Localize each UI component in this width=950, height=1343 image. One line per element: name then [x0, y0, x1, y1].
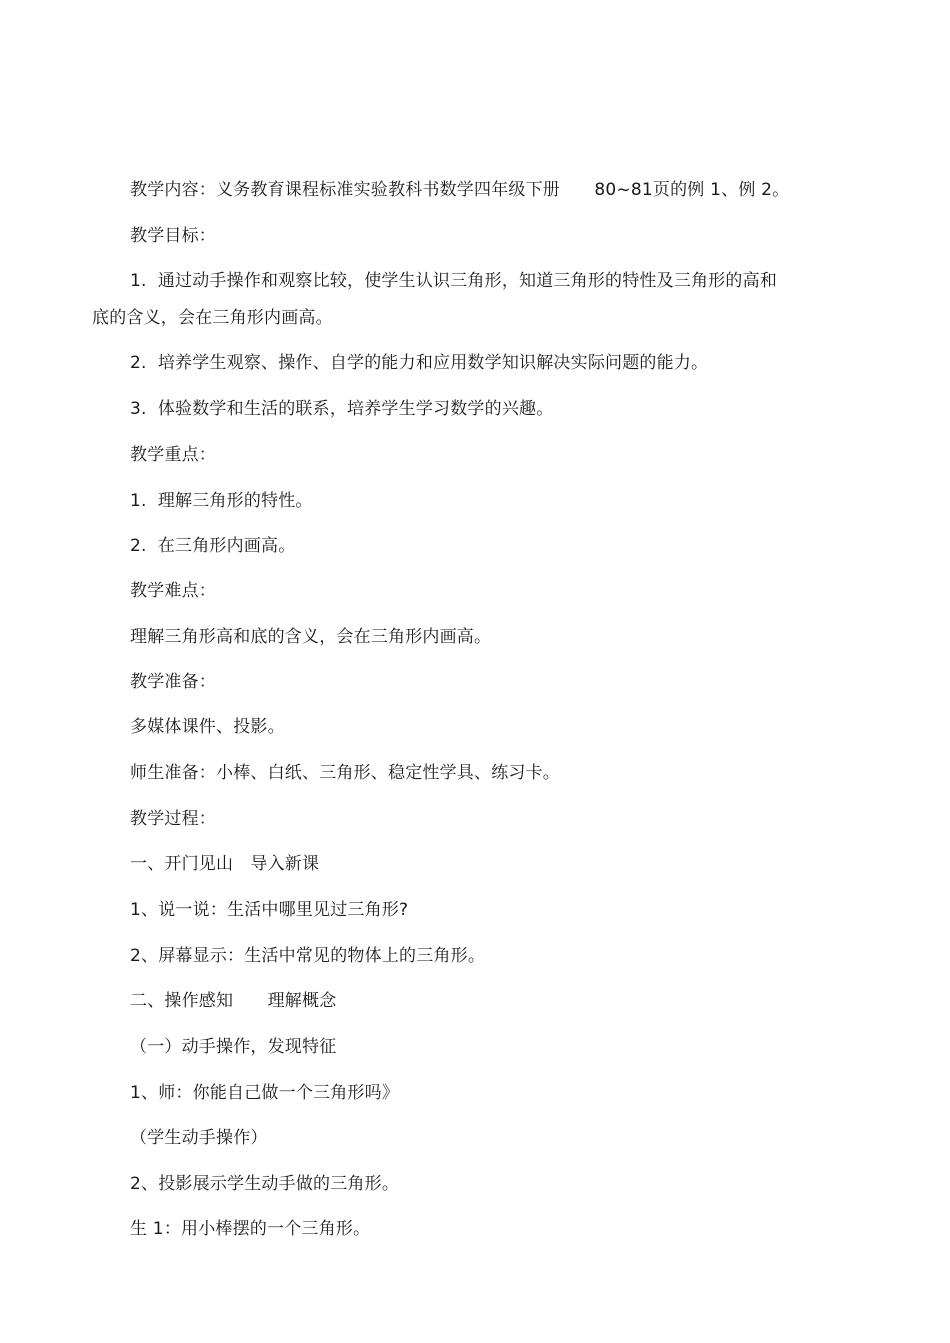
key-point-1: 1. 理解三角形的特性。 — [130, 491, 313, 511]
teaching-goals-heading: 教学目标： — [130, 226, 216, 246]
key-points-heading: 教学重点： — [130, 445, 216, 465]
section-1-heading: 一、开门见山 导入新课 — [130, 854, 320, 874]
subsection-1-heading: （一）动手操作，发现特征 — [130, 1037, 337, 1057]
student-activity-note: （学生动手操作） — [130, 1128, 268, 1148]
subsection-1-item-2: 2、投影展示学生动手做的三角形。 — [130, 1174, 400, 1194]
goal-1-line-2: 底的含义，会在三角形内画高。 — [92, 308, 333, 328]
process-heading: 教学过程： — [130, 809, 216, 829]
section-2-heading: 二、操作感知 理解概念 — [130, 991, 337, 1011]
student-1-response: 生 1：用小棒摆的一个三角形。 — [130, 1219, 371, 1239]
goal-2: 2. 培养学生观察、操作、自学的能力和应用数学知识解决实际问题的能力。 — [130, 353, 709, 373]
section-1-item-1: 1、说一说：生活中哪里见过三角形? — [130, 900, 409, 920]
key-point-2: 2. 在三角形内画高。 — [130, 536, 296, 556]
preparation-text: 多媒体课件、投影。 — [130, 717, 285, 737]
difficulty-text: 理解三角形高和底的含义，会在三角形内画高。 — [130, 627, 492, 647]
teaching-content-line: 教学内容：义务教育课程标准实验教科书数学四年级下册 80~81页的例 1、例 2。 — [130, 180, 790, 200]
goal-1-line-1: 1. 通过动手操作和观察比较，使学生认识三角形，知道三角形的特性及三角形的高和 — [130, 271, 778, 291]
preparation-heading: 教学准备： — [130, 672, 216, 692]
section-1-item-2: 2、屏幕显示：生活中常见的物体上的三角形。 — [130, 946, 486, 966]
goal-3: 3. 体验数学和生活的联系，培养学生学习数学的兴趣。 — [130, 399, 554, 419]
teacher-student-prep: 师生准备：小棒、白纸、三角形、稳定性学具、练习卡。 — [130, 763, 560, 783]
subsection-1-item-1: 1、师：你能自己做一个三角形吗》 — [130, 1083, 400, 1103]
difficulties-heading: 教学难点： — [130, 581, 216, 601]
